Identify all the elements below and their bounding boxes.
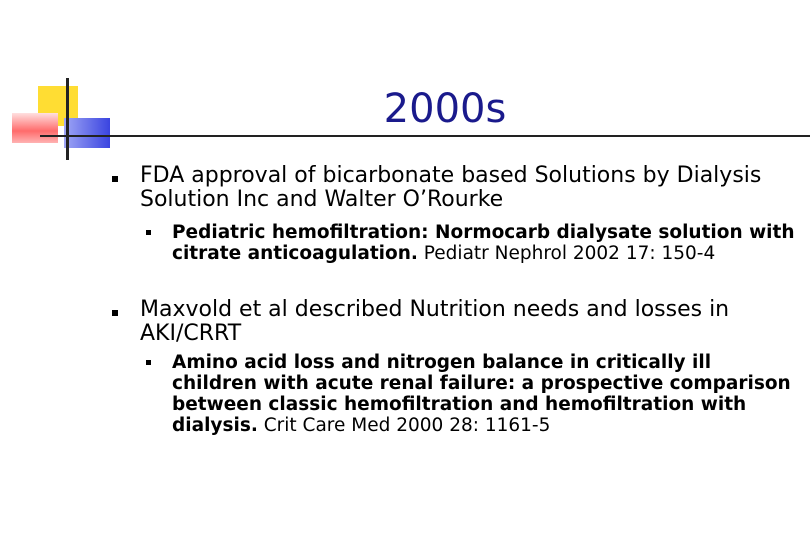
- bullet-item-fda: FDA approval of bicarbonate based Solutions by Dialysis Solution Inc and Walter O’Rourke: [140, 163, 762, 212]
- bullet-marker: [112, 310, 118, 316]
- sub-bullet-marker: [146, 360, 151, 365]
- slide-decoration: [0, 0, 120, 170]
- citation-title: Pediatric hemofiltration: Normocarb dialysate solution with citrate anticoagulation.: [172, 222, 795, 264]
- bullet-marker: [112, 176, 118, 182]
- title-underline: [40, 135, 810, 137]
- citation-source: Crit Care Med 2000 28: 1161-5: [257, 415, 551, 436]
- bullet-item-maxvold: Maxvold et al described Nutrition needs and losses in AKI/CRRT: [140, 297, 730, 346]
- citation-title: Amino acid loss and nitrogen balance in critically ill children with acute renal failure: a prospective comparison between classic hemofiltration and hemofiltration with dialysis.: [172, 352, 791, 436]
- sub-item-citation-amino-acid: [172, 352, 802, 436]
- vertical-rule: [66, 78, 69, 160]
- citation-source: Pediatr Nephrol 2002 17: 150-4: [417, 243, 716, 264]
- sub-bullet-marker: [146, 230, 151, 235]
- slide-title: 2000s: [383, 86, 507, 132]
- sub-item-citation-normocarb: [172, 222, 802, 264]
- red-square: [12, 113, 58, 143]
- blue-square: [64, 118, 110, 148]
